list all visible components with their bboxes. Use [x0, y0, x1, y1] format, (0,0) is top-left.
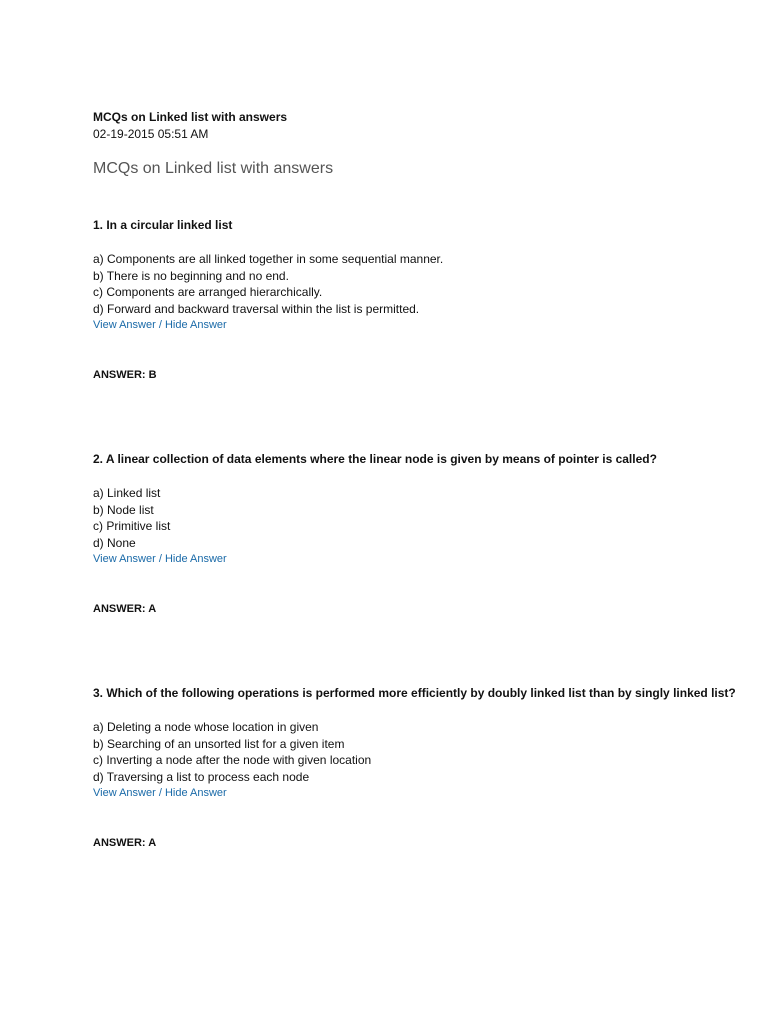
answer-text: ANSWER: A	[93, 837, 157, 850]
view-answer-link[interactable]: View Answer	[93, 553, 156, 566]
link-separator: /	[155, 319, 165, 332]
option-a: a) Components are all linked together in some sequential manner.	[93, 252, 444, 266]
option-a: a) Linked list	[93, 486, 161, 500]
option-d: d) Forward and backward traversal within the list is permitted.	[93, 301, 420, 316]
view-answer-link[interactable]: View Answer	[93, 787, 156, 800]
question-text: 2. A linear collection of data elements where the linear node is given by means of pointer is called?	[93, 452, 657, 466]
document-page	[93, 110, 768, 850]
option-c: c) Components are arranged hierarchically.	[93, 285, 323, 300]
document-title: MCQs on Linked list with answers	[93, 110, 288, 124]
option-d: d) None	[93, 535, 136, 550]
hide-answer-link[interactable]: Hide Answer	[164, 553, 227, 566]
view-answer-link[interactable]: View Answer	[93, 319, 156, 332]
question-block-1	[93, 218, 768, 382]
hide-answer-link[interactable]: Hide Answer	[164, 787, 227, 800]
question-text: 3. Which of the following operations is performed more efficiently by doubly linked list than by singly linked list?	[93, 686, 736, 700]
options-list	[93, 485, 768, 551]
article-heading: MCQs on Linked list with answers	[93, 160, 334, 177]
option-b: b) Searching of an unsorted list for a given item	[93, 736, 345, 751]
link-separator: /	[155, 787, 165, 800]
answer-text: ANSWER: A	[93, 603, 157, 616]
link-separator: /	[155, 553, 165, 566]
option-b: b) Node list	[93, 502, 154, 517]
hide-answer-link[interactable]: Hide Answer	[164, 319, 227, 332]
options-list	[93, 251, 768, 317]
option-d: d) Traversing a list to process each node	[93, 769, 310, 784]
answer-text: ANSWER: B	[93, 369, 157, 382]
question-block-2	[93, 452, 768, 616]
option-c: c) Primitive list	[93, 519, 171, 534]
answer-toggle	[93, 317, 768, 333]
option-a: a) Deleting a node whose location in given	[93, 720, 319, 734]
answer-toggle	[93, 551, 768, 567]
question-text: 1. In a circular linked list	[93, 218, 233, 232]
option-b: b) There is no beginning and no end.	[93, 268, 289, 283]
options-list	[93, 719, 768, 785]
answer-toggle	[93, 785, 768, 801]
document-date: 02-19-2015 05:51 AM	[93, 127, 209, 141]
question-block-3	[93, 686, 768, 850]
option-c: c) Inverting a node after the node with given location	[93, 753, 372, 768]
